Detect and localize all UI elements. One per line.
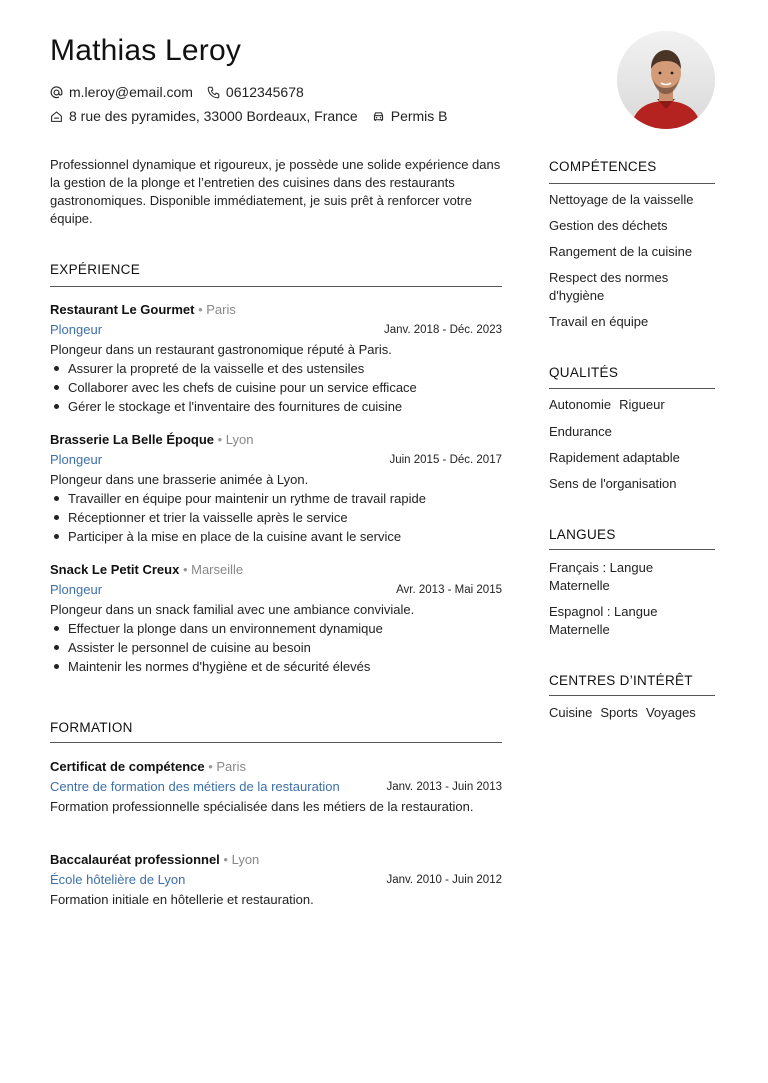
profile-photo (617, 31, 715, 129)
job-bullets (50, 489, 502, 546)
skill-item: Nettoyage de la vaisselle (549, 192, 694, 207)
employer-city: Lyon (225, 432, 254, 447)
contact-row-secondary (50, 108, 462, 124)
employer-city: Paris (206, 302, 236, 317)
job-dates: Janv. 2018 - Déc. 2023 (383, 324, 502, 336)
bullet-item: Effectuer la plonge dans un environnement dynamique (50, 619, 502, 638)
address-text: 8 rue des pyramides, 33000 Bordeaux, France (69, 108, 358, 124)
experience-entry: Restaurant Le Gourmet • Paris Plongeur Janv. 2018 - Déc. 2023 Plongeur dans un restaurant gastronomique réputé à Paris. Assurer la propreté de la vaisselle et des ustensiles Collaborer avec les chefs de cuisine pour un service efficace Gérer le stockage et l'inventaire des fournitures de cuisine (50, 302, 502, 414)
car-icon (372, 110, 385, 123)
email-item (50, 84, 193, 100)
quality-item: Autonomie (549, 397, 612, 412)
experience-entry: Brasserie La Belle Époque • Lyon Plongeur Juin 2015 - Déc. 2017 Plongeur dans une brasserie animée à Lyon. Travailler en équipe pour maintenir un rythme de travail rapide Réceptionner et trier la vaisselle après le service Participer à la mise en place de la cuisine avant le service (50, 432, 502, 544)
experience-heading: EXPÉRIENCE (50, 262, 141, 277)
job-title: Plongeur (50, 452, 103, 467)
bullet-item: Participer à la mise en place de la cuisine avant le service (50, 527, 502, 546)
bullet-item: Collaborer avec les chefs de cuisine pour un service efficace (50, 378, 502, 397)
job-bullets (50, 619, 502, 676)
bullet-item: Gérer le stockage et l'inventaire des fournitures de cuisine (50, 397, 502, 416)
skill-item: Travail en équipe (549, 314, 649, 329)
interests-list (549, 705, 696, 720)
skills-heading: COMPÉTENCES (549, 159, 657, 174)
degree-name: Certificat de compétence (50, 759, 205, 774)
job-title: Plongeur (50, 582, 103, 597)
experience-divider (50, 286, 502, 287)
school-name: École hôtelière de Lyon (50, 872, 186, 887)
employer-city: Marseille (191, 562, 244, 577)
bullet-item: Assister le personnel de cuisine au besoin (50, 638, 502, 657)
bullet-item: Assurer la propreté de la vaisselle et des ustensiles (50, 359, 502, 378)
languages-list (549, 559, 674, 647)
bullet-item: Maintenir les normes d'hygiène et de sécurité élevés (50, 657, 502, 676)
school-city: Paris (216, 759, 247, 774)
employer-name: Snack Le Petit Creux (50, 562, 180, 577)
quality-item: Rapidement adaptable (549, 450, 680, 465)
job-title: Plongeur (50, 322, 103, 337)
phone-icon (207, 86, 220, 99)
school-city: Lyon (231, 852, 260, 867)
skill-item: Gestion des déchets (549, 218, 668, 233)
education-entry: Baccalauréat professionnel • Lyon École hôtelière de Lyon Janv. 2010 - Juin 2012 Formation initiale en hôtellerie et restauration. (50, 852, 502, 907)
languages-divider (549, 549, 715, 550)
quality-item: Rigueur (619, 397, 665, 412)
degree-name: Baccalauréat professionnel (50, 852, 220, 867)
school-name: Centre de formation des métiers de la restauration (50, 779, 340, 794)
qualities-inline (549, 397, 665, 412)
education-entry: Certificat de compétence • Paris Centre de formation des métiers de la restauration Janv. 2013 - Juin 2013 Formation professionnelle spécialisée dans les métiers de la restauration. (50, 759, 502, 814)
study-dates: Janv. 2010 - Juin 2012 (386, 874, 502, 886)
employer-name: Brasserie La Belle Époque (50, 432, 215, 447)
language-item: Espagnol : Langue Maternelle (549, 604, 658, 637)
job-description: Plongeur dans un snack familial avec une ambiance conviviale. (50, 602, 415, 617)
address-item (50, 108, 358, 124)
bullet-item: Travailler en équipe pour maintenir un rythme de travail rapide (50, 489, 502, 508)
contact-row-primary (50, 84, 318, 100)
quality-item: Endurance (549, 424, 612, 439)
license-item (372, 108, 448, 124)
job-description: Plongeur dans une brasserie animée à Lyon. (50, 472, 309, 487)
license-text: Permis B (390, 108, 448, 124)
candidate-name: Mathias Leroy (50, 34, 242, 67)
skill-item: Respect des normes d'hygiène (549, 270, 669, 303)
languages-heading: LANGUES (549, 527, 616, 542)
interests-heading: CENTRES D’INTÉRÊT (549, 673, 693, 688)
interest-item: Voyages (645, 705, 696, 720)
quality-item: Sens de l'organisation (549, 476, 677, 491)
qualities-list (549, 423, 724, 501)
interest-item: Sports (600, 705, 638, 720)
phone-item (207, 84, 304, 100)
employer-name: Restaurant Le Gourmet (50, 302, 195, 317)
qualities-divider (549, 388, 715, 389)
job-dates: Avr. 2013 - Mai 2015 (396, 584, 502, 596)
interests-divider (549, 695, 715, 696)
education-heading: FORMATION (50, 720, 133, 735)
job-dates: Juin 2015 - Déc. 2017 (389, 454, 502, 466)
at-icon (50, 86, 63, 99)
job-bullets (50, 359, 502, 416)
skills-divider (549, 183, 715, 184)
study-dates: Janv. 2013 - Juin 2013 (386, 781, 502, 793)
qualities-heading: QUALITÉS (549, 365, 619, 380)
degree-description: Formation professionnelle spécialisée dans les métiers de la restauration. (50, 799, 474, 814)
bullet-item: Réceptionner et trier la vaisselle après le service (50, 508, 502, 527)
language-item: Français : Langue Maternelle (549, 560, 654, 593)
skill-item: Rangement de la cuisine (549, 244, 693, 259)
experience-entry: Snack Le Petit Creux • Marseille Plongeur Avr. 2013 - Mai 2015 Plongeur dans un snack familial avec une ambiance conviviale. Effectuer la plonge dans un environnement dynamique Assister le personnel de cuisine au besoin Maintenir les normes d'hygiène et de sécurité élevés (50, 562, 502, 674)
profile-summary: Professionnel dynamique et rigoureux, je possède une solide expérience dans la gestion de la plonge et l’entretien des cuisines dans des restaurants gastronomiques. Disponible immédiatement, je suis prêt à renforcer votre équipe. (50, 157, 501, 226)
skills-list (549, 191, 724, 339)
education-divider (50, 742, 502, 743)
avatar (617, 31, 715, 129)
email-text: m.leroy@email.com (69, 84, 193, 100)
job-description: Plongeur dans un restaurant gastronomique réputé à Paris. (50, 342, 392, 357)
home-icon (50, 110, 63, 123)
phone-text: 0612345678 (225, 84, 304, 100)
interest-item: Cuisine (549, 705, 593, 720)
degree-description: Formation initiale en hôtellerie et restauration. (50, 892, 314, 907)
